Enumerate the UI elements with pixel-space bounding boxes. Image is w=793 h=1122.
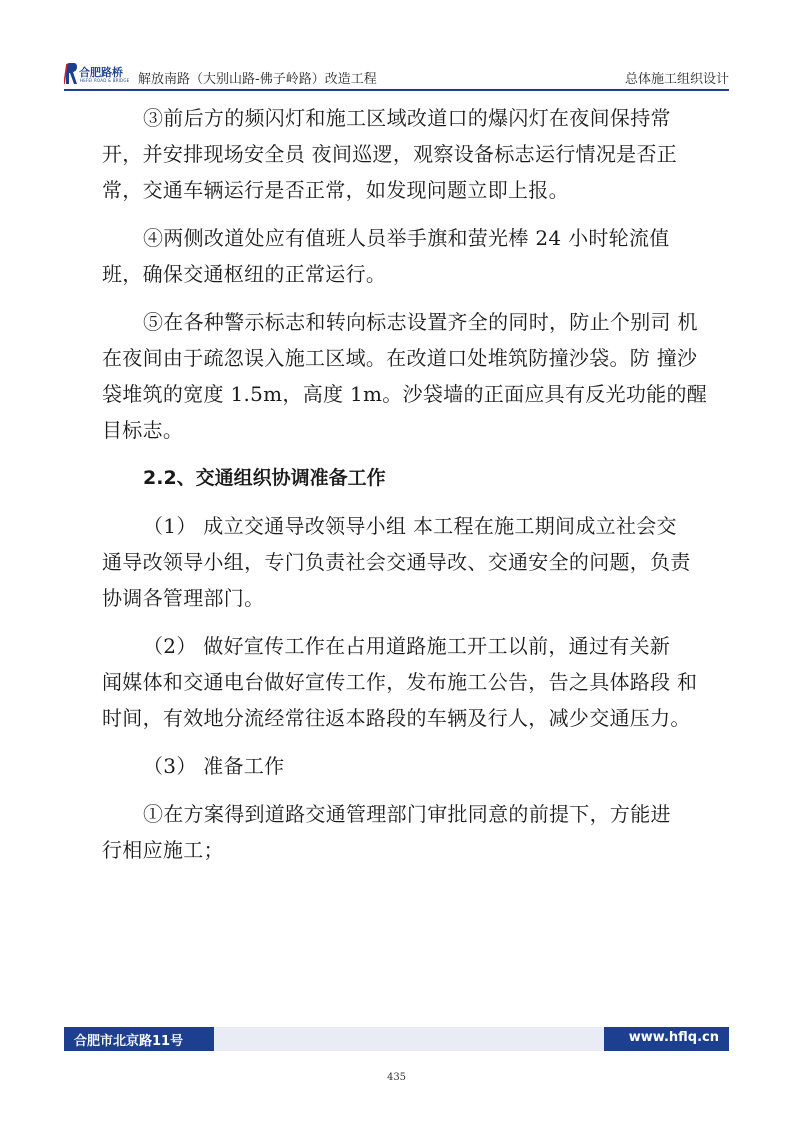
text-line: 通导改领导小组，专门负责社会交通导改、交通安全的问题，负责 bbox=[102, 550, 691, 574]
document-type: 总体施工组织设计 bbox=[624, 72, 729, 87]
page-number: 435 bbox=[386, 1072, 407, 1083]
text-line: 闻媒体和交通电台做好宣传工作，发布施工公告，告之具体路段 和 bbox=[102, 670, 698, 694]
text-line: 开，并安排现场安全员 夜间巡逻，观察设备标志运行情况是否正 bbox=[102, 142, 678, 166]
text-line: ⑤在各种警示标志和转向标志设置齐全的同时，防止个别司 机 bbox=[143, 310, 698, 334]
paragraph-7 bbox=[102, 796, 702, 868]
text-line: 行相应施工； bbox=[102, 838, 224, 862]
paragraph-6 bbox=[102, 748, 702, 784]
paragraph-5 bbox=[102, 628, 702, 736]
text-line: 时间，有效地分流经常往返本路段的车辆及行人，减少交通压力。 bbox=[102, 706, 691, 730]
text-line: 常，交通车辆运行是否正常，如发现问题立即上报。 bbox=[102, 178, 569, 202]
header-divider bbox=[64, 89, 729, 91]
page-footer bbox=[64, 1027, 729, 1051]
project-title: 解放南路（大别山路-佛子岭路）改造工程 bbox=[138, 72, 377, 87]
logo-subtext: HEFEI ROAD & BRIDGE bbox=[80, 78, 130, 83]
section-heading: 2.2、交通组织协调准备工作 bbox=[143, 467, 386, 489]
footer-website: www.hflq.cn bbox=[628, 1030, 719, 1045]
document-body bbox=[102, 100, 708, 880]
text-line: （3） 准备工作 bbox=[143, 754, 285, 778]
paragraph-2 bbox=[102, 220, 702, 292]
paragraph-1 bbox=[102, 100, 702, 208]
text-line: ④两侧改道处应有值班人员举手旗和萤光棒 24 小时轮流值 bbox=[143, 226, 670, 250]
text-line: ①在方案得到道路交通管理部门审批同意的前提下，方能进 bbox=[143, 802, 671, 826]
text-line: （1） 成立交通导改领导小组 本工程在施工期间成立社会交 bbox=[143, 514, 677, 538]
footer-address: 合肥市北京路11号 bbox=[74, 1034, 184, 1049]
paragraph-4 bbox=[102, 508, 702, 616]
logo-text: 合肥路桥 bbox=[79, 66, 123, 79]
text-line: 班，确保交通枢纽的正常运行。 bbox=[102, 262, 387, 286]
paragraph-3 bbox=[102, 304, 708, 448]
page-header bbox=[64, 60, 729, 90]
company-logo bbox=[64, 62, 128, 88]
text-line: （2） 做好宣传工作在占用道路施工开工以前，通过有关新 bbox=[143, 634, 671, 658]
logo-mark-icon bbox=[64, 62, 78, 86]
text-line: 袋堆筑的宽度 1.5m，高度 1m。沙袋墙的正面应具有反光功能的醒 bbox=[102, 382, 708, 406]
text-line: 目标志。 bbox=[102, 418, 184, 442]
text-line: 在夜间由于疏忽误入施工区域。在改道口处堆筑防撞沙袋。防 撞沙 bbox=[102, 346, 698, 370]
text-line: 协调各管理部门。 bbox=[102, 586, 265, 610]
text-line: ③前后方的频闪灯和施工区域改道口的爆闪灯在夜间保持常 bbox=[143, 106, 671, 130]
